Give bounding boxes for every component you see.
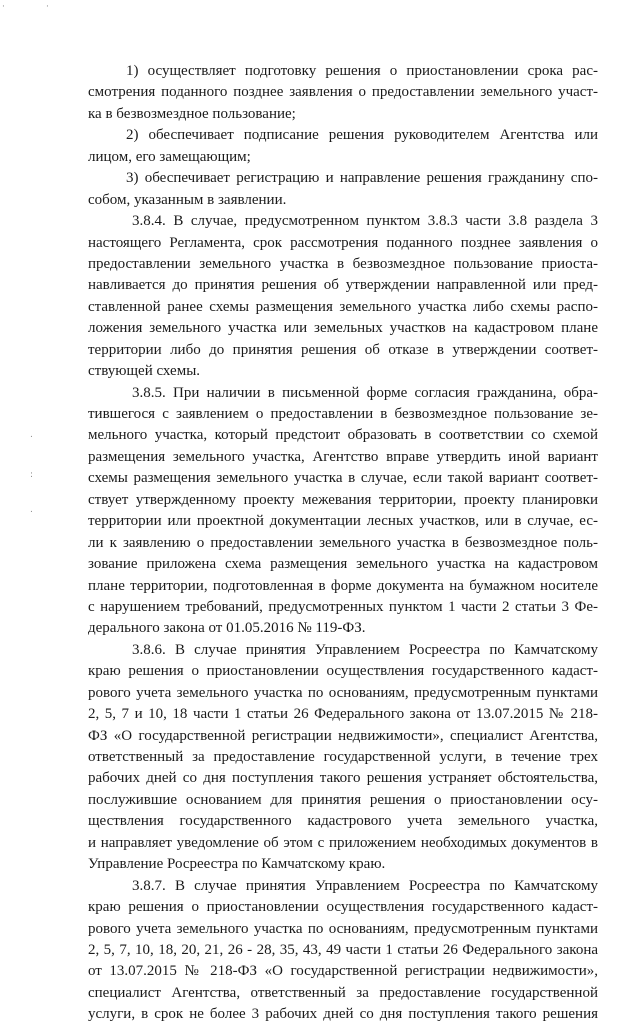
text-line: специалист Агентства, ответственный за предоставление государственной <box>88 984 598 1001</box>
text-line: ствует утвержденному проекту межевания территории, проекту планировки <box>88 491 598 508</box>
text-line: рового учета земельного участка по основаниям, предусмотренным пунктами <box>88 920 598 937</box>
text-line: 3.8.6. В случае принятия Управлением Росреестра по Камчатскому <box>132 641 598 658</box>
text-line: ка в безвозмездное пользование; <box>88 105 296 122</box>
text-line: от 13.07.2015 № 218-ФЗ «О государственной регистрации недвижимости», <box>88 963 598 980</box>
text-line: 2, 5, 7 и 10, 18 части 1 статьи 26 Федерального закона от 13.07.2015 № 218- <box>88 706 598 723</box>
text-line: навливается до принятия решения об утверждении направленной или пред- <box>88 277 598 294</box>
text-line: послужившие основанием для принятия решения о приостановлении осу- <box>88 791 598 808</box>
text-line: рабочих дней со дня поступления такого решения устраняет обстоятельства, <box>88 770 598 787</box>
scan-mark: : <box>30 470 34 480</box>
text-line: мельного участка, который предстоит образовать в соответствии со схемой <box>88 427 598 444</box>
text-line: краю решения о приостановлении осуществления государственного кадаст- <box>88 663 598 680</box>
text-line: 2) обеспечивает подписание решения руководителем Агентства или <box>126 127 598 144</box>
scan-mark: . <box>30 505 33 515</box>
text-line: ществления государственного кадастрового учета земельного участка, <box>88 813 598 830</box>
text-line: 2, 5, 7, 10, 18, 20, 21, 26 - 28, 35, 43, 49 части 1 статьи 26 Федерального закона <box>88 941 598 958</box>
text-line: ФЗ «О государственной регистрации недвижимости», специалист Агентства, <box>88 727 598 744</box>
text-line: ли к заявлению о предоставлении земельного участка в безвозмездное поль- <box>88 534 598 551</box>
text-line: с нарушением требований, предусмотренных пунктом 1 части 2 статьи 3 Фе- <box>88 598 598 615</box>
document-body <box>88 61 598 1026</box>
text-line: собом, указанным в заявлении. <box>88 191 287 208</box>
text-line: настоящего Регламента, срок рассмотрения поданного позднее заявления о <box>88 234 598 251</box>
text-line: ложения земельного участка или земельных участков на кадастровом плане <box>88 320 598 337</box>
text-line: 3.8.7. В случае принятия Управлением Росреестра по Камчатскому <box>132 877 598 894</box>
text-line: плане территории, подготовленная в форме документа на бумажном носителе <box>88 577 598 594</box>
text-line: зование приложена схема размещения земельного участка на кадастровом <box>88 556 598 573</box>
text-line: предоставлении земельного участка в безвозмездное пользование приоста- <box>88 255 598 272</box>
text-line: услуги, в срок не более 3 рабочих дней со дня поступления такого решения <box>88 1006 598 1023</box>
text-line: Управление Росреестра по Камчатскому краю. <box>88 856 386 873</box>
text-line: тившегося с заявлением о предоставлении в безвозмездное пользование зе- <box>88 406 598 422</box>
text-line: схемы размещения земельного участка в случае, если такой вариант соответ- <box>88 470 598 487</box>
text-line: 3.8.5. При наличии в письменной форме согласия гражданина, обра- <box>132 384 598 401</box>
text-line: территории либо до принятия решения об отказе в утверждении соответ- <box>88 341 598 358</box>
text-line: лицом, его замещающим; <box>88 148 251 165</box>
scan-mark: . <box>30 430 33 440</box>
text-line: ставленной ранее схемы размещения земельного участка либо схемы распо- <box>88 298 598 315</box>
text-line: дерального закона от 01.05.2016 № 119-ФЗ. <box>88 620 366 637</box>
text-line: ствующей схемы. <box>88 363 201 380</box>
text-line: территории или проектной документации лесных участков, или в случае, ес- <box>88 513 598 530</box>
text-line: размещения земельного участка, Агентство вправе утвердить иной вариант <box>88 448 598 465</box>
text-line: 3) обеспечивает регистрацию и направление решения гражданину спо- <box>126 170 598 187</box>
text-line: рового учета земельного участка по основаниям, предусмотренным пунктами <box>88 684 598 701</box>
scan-mark: · <box>46 2 49 12</box>
text-line: и направляет уведомление об этом с приложением необходимых документов в <box>88 834 598 851</box>
text-line: 3.8.4. В случае, предусмотренном пунктом 3.8.3 части 3.8 раздела 3 <box>132 213 598 230</box>
text-line: краю решения о приостановлении осуществления государственного кадаст- <box>88 899 598 916</box>
text-line: смотрения поданного позднее заявления о предоставлении земельного участ- <box>88 84 598 101</box>
text-line: ответственный за предоставление государственной услуги, в течение трех <box>88 749 598 765</box>
scan-mark: · <box>2 2 5 12</box>
text-line: 1) осуществляет подготовку решения о приостановлении срока рас- <box>126 63 598 79</box>
